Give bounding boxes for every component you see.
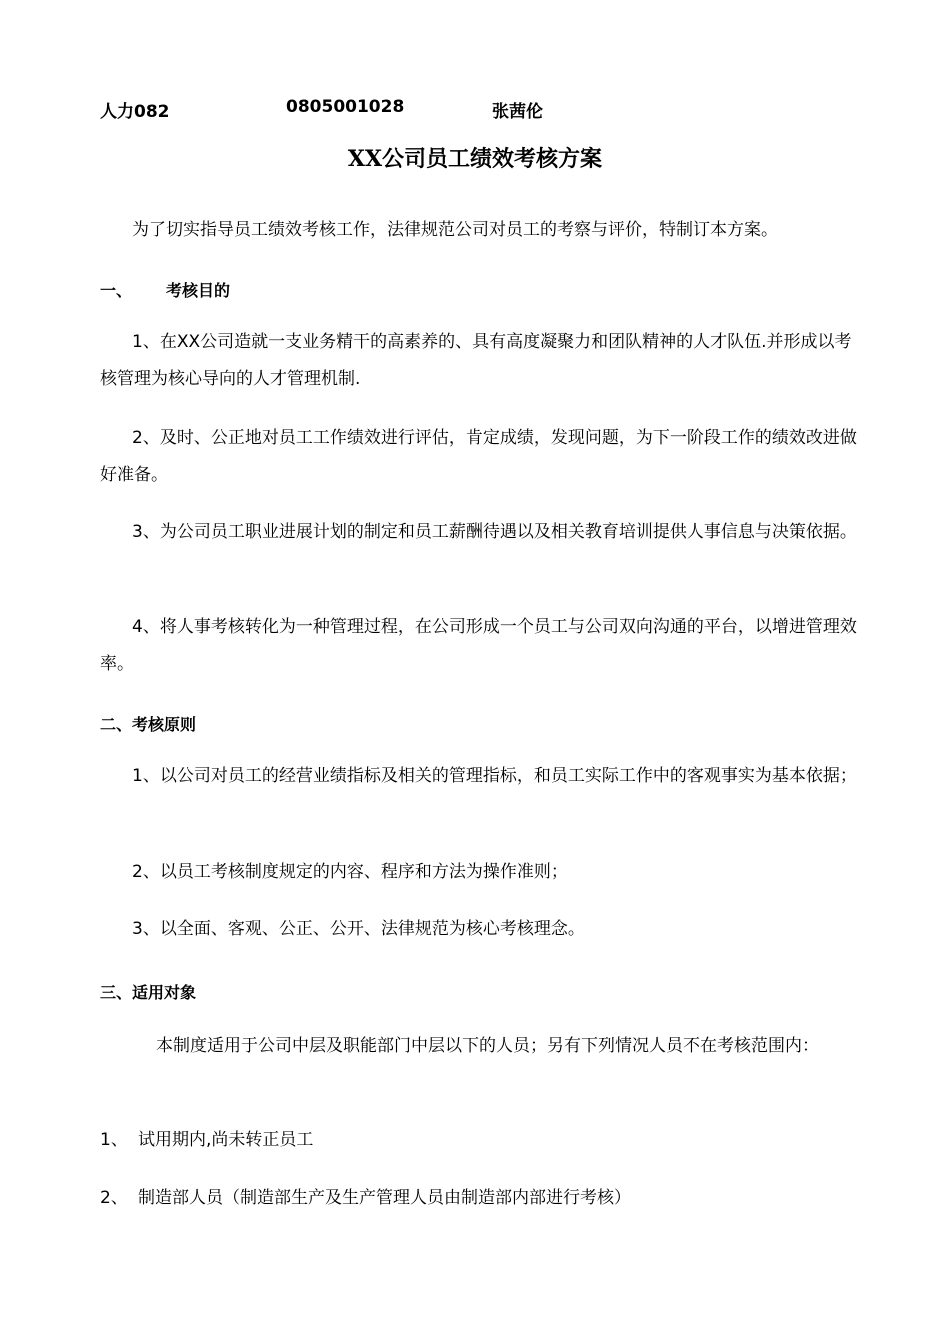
section3-heading: 三、适用对象 <box>100 983 197 1002</box>
header-class: 人力082 <box>100 102 170 122</box>
section3-list-text-1: 试用期内,尚未转正员工 <box>138 1130 314 1150</box>
section1-item-4: 4、将人事考核转化为一种管理过程，在公司形成一个员工与公司双向沟通的平台，以增进管理效率。 <box>100 617 857 674</box>
section1-item-1: 1、在XX公司造就一支业务精干的高素养的、具有高度凝聚力和团队精神的人才队伍.并形成以考核管理为核心导向的人才管理机制. <box>100 332 852 389</box>
document-title: XX公司员工绩效考核方案 <box>347 146 603 172</box>
header-student-id: 0805001028 <box>286 97 405 117</box>
section3-list-num-2: 2、 <box>100 1188 128 1208</box>
section1-item-2: 2、及时、公正地对员工工作绩效进行评估，肯定成绩，发现问题，为下一阶段工作的绩效改进做好准备。 <box>100 428 857 485</box>
section3-intro: 本制度适用于公司中层及职能部门中层以下的人员；另有下列情况人员不在考核范围内： <box>156 1036 819 1056</box>
section1-number: 一、 <box>100 281 133 300</box>
section2-item-3: 3、以全面、客观、公正、公开、法律规范为核心考核理念。 <box>132 919 585 939</box>
section1-item-3: 3、为公司员工职业进展计划的制定和员工薪酬待遇以及相关教育培训提供人事信息与决策依据。 <box>132 522 857 542</box>
section2-heading: 二、考核原则 <box>100 715 197 734</box>
section1-heading: 考核目的 <box>166 281 231 300</box>
section2-item-2: 2、以员工考核制度规定的内容、程序和方法为操作准则； <box>132 862 568 882</box>
intro-paragraph: 为了切实指导员工绩效考核工作，法律规范公司对员工的考察与评价，特制订本方案。 <box>132 220 778 240</box>
section2-item-1: 1、以公司对员工的经营业绩指标及相关的管理指标，和员工实际工作中的客观事实为基本依据； <box>132 766 857 786</box>
header-author: 张茜伦 <box>492 102 543 122</box>
section3-list-num-1: 1、 <box>100 1130 128 1150</box>
section3-list-text-2: 制造部人员（制造部生产及生产管理人员由制造部内部进行考核） <box>138 1188 631 1208</box>
